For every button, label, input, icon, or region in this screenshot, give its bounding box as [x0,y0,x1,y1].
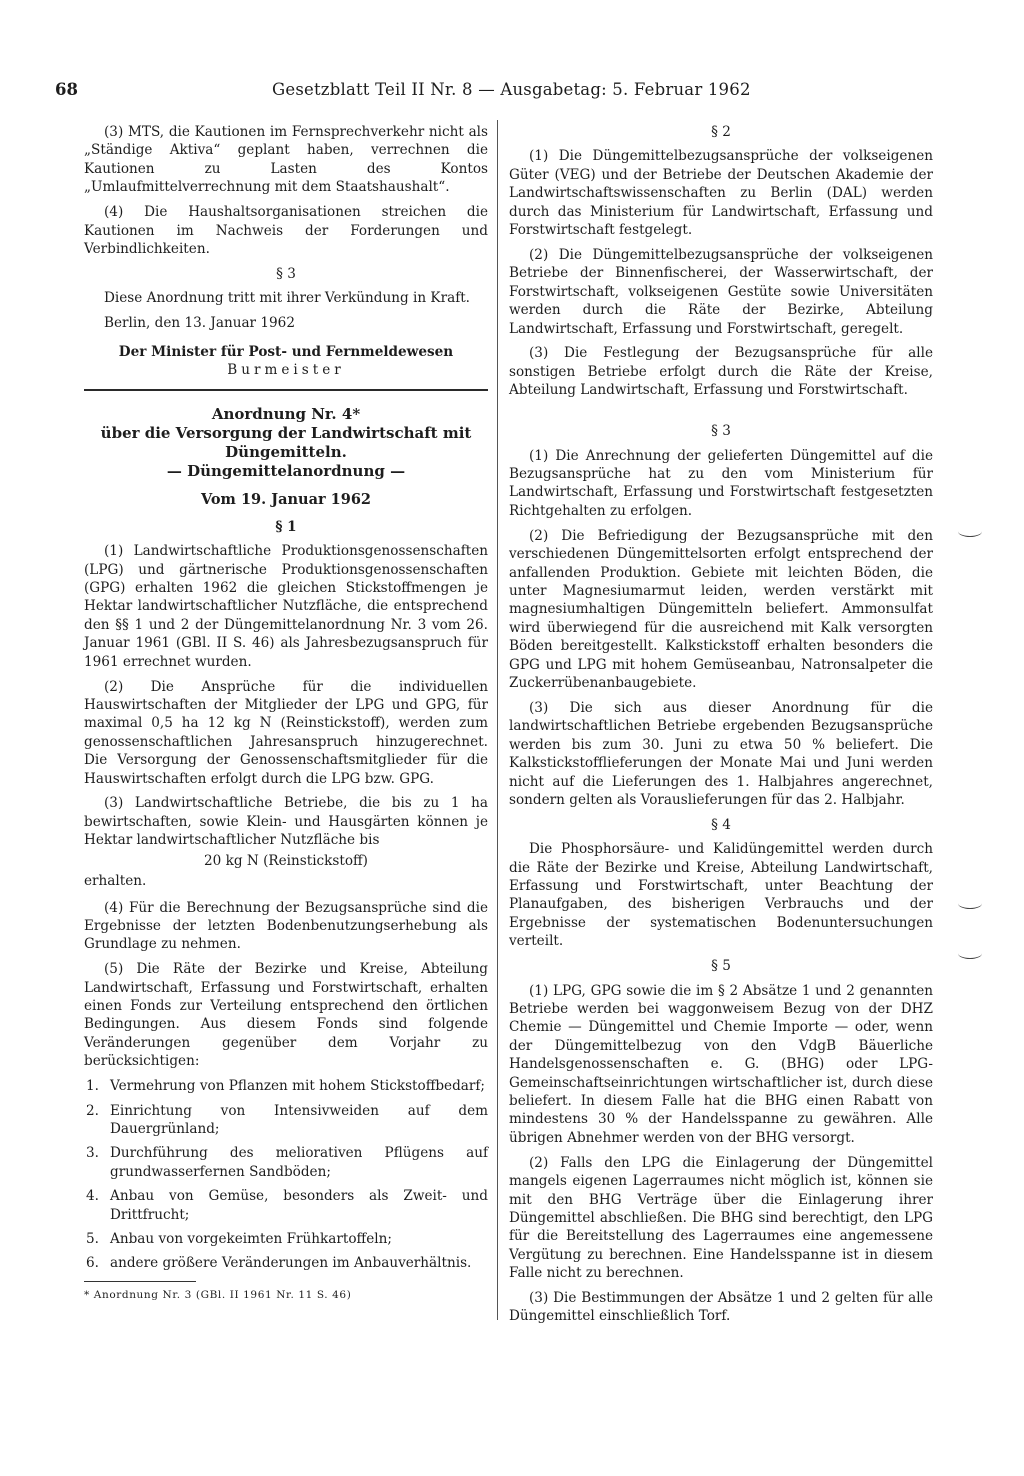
paragraph: (3) Die Bestimmungen der Absätze 1 und 2 gelten für alle Düngemittel einschließlich Torf. [509,1290,933,1325]
left-column [84,123,488,1304]
list-text: Anbau von vorgekeimten Frühkartoffeln; [110,1231,392,1247]
margin-mark [958,526,982,537]
column-divider [497,120,498,1320]
paragraph: erhalten. [84,873,147,890]
list-number: 5. [86,1231,99,1247]
list-item [84,1144,488,1181]
paragraph: (4) Für die Berechnung der Bezugsansprüche sind die Ergebnisse der letzten Bodenbenutzungserhebung als Grundlage zu nehmen. [84,899,488,953]
list-text: Vermehrung von Pflanzen mit hohem Stickstoffbedarf; [110,1078,486,1095]
running-title: Gesetzblatt Teil II Nr. 8 — Ausgabetag: 5. Februar 1962 [272,80,751,99]
numbered-list [84,1077,488,1273]
list-number: 6. [86,1255,99,1272]
paragraph: (3) Die sich aus dieser Anordnung für die landwirtschaftlichen Betriebe ergebenden Bezugsansprüche werden bis zum 30. Juni zu etwa 50 % beliefert. Die Kalkstickstofflieferungen der Monate Mai und Juni werden nicht auf die Lieferungen des 1. Halbjahres angerechnet, sondern gelten als Vorauslieferungen für das 2. Halbjahr. [509,699,933,808]
right-column [509,123,933,1332]
title-line: — Düngemittelanordnung — [166,462,406,481]
title-line: über die Versorgung der Landwirtschaft mit [100,424,472,443]
section-heading: § 1 [275,518,297,535]
paragraph: (1) Landwirtschaftliche Produktionsgenossenschaften (LPG) und gärtnerische Produktionsgenossenschaften (GPG) erhalten 1962 die gleichen Stickstoffmengen je Hektar landwirtschaftlicher Nutzfläche, die entsprechend den §§ 1 und 2 der Düngemittelanordnung Nr. 3 vom 26. Januar 1961 (GBl. II S. 46) als Jahresbezugsanspruch für 1961 errechnet wurden. [84,543,488,670]
section-heading: § 2 [711,124,731,140]
list-item [84,1254,488,1272]
margin-mark [958,898,982,909]
paragraph: (2) Die Befriedigung der Bezugsansprüche mit den verschiedenen Düngemittelsorten erfolgt entsprechend der anfallenden Produktion. Gebiete mit leichten Böden, die unter Magnesiumarmut leiden, werden verstärkt mit magnesiumhaltigen Düngemitteln beliefert. Ammonsulfat wird überwiegend für die ausreichend mit Kalk versorgten Böden bereitgestellt. Kalkstickstoff erhalten besonders die GPG und LPG mit hohem Gemüseanbau, Natronsalpeter die Zuckerrübenanbaugebiete. [509,527,933,691]
margin-mark [958,948,982,959]
paragraph: Diese Anordnung tritt mit ihrer Verkündung in Kraft. [104,290,471,307]
paragraph: (2) Die Ansprüche für die individuellen Hauswirtschaften der Mitglieder der LPG und GPG, für maximal 0,5 ha 12 kg N (Reinstickstoff), werden zum genossenschaftlichen Jahresanspruch hinzugerechnet. Die Versorgung der Genossenschaftsmitglieder für die Hauswirtschaften erfolgt durch die LPG bzw. GPG. [84,678,488,787]
list-text: andere größere Veränderungen im Anbauverhältnis. [110,1255,472,1272]
formula-line: 20 kg N (Reinstickstoff) [203,852,368,869]
ordinance-date: Vom 19. Januar 1962 [200,491,372,509]
place-date: Berlin, den 13. Januar 1962 [104,315,295,332]
footnote: * Anordnung Nr. 3 (GBl. II 1961 Nr. 11 S. 46) [84,1288,352,1301]
footnote-rule [84,1281,196,1282]
paragraph: Die Phosphorsäure- und Kalidüngemittel werden durch die Räte der Bezirke und Kreise, Abteilung Landwirtschaft, Erfassung und Forstwirtschaft, unter Beachtung der Planaufgaben, des bisherigen Verbrauchs und der Ergebnisse der systematischen Bodenuntersuchungen verteilt. [509,841,933,950]
section-heading: § 5 [711,958,731,975]
paragraph: (3) MTS, die Kautionen im Fernsprechverkehr nicht als „Ständige Aktiva“ geplant haben, verrechnen die Kautionen zu Lasten des Kontos „Umlaufmittelverrechnung mit dem Staatshaushalt“. [84,124,488,196]
paragraph: (1) LPG, GPG sowie die im § 2 Absätze 1 und 2 genannten Betriebe werden bei waggonweisem Bezug von der DHZ Chemie — Düngemittel und Chemie Importe — oder, wenn der Düngemittelbezug von den VdgB Bäuerliche Handelsgenossenschaften e. G. (BHG) oder LPG-Gemeinschaftseinrichtungen wirtschaftlicher ist, durch diese beliefert. In diesem Falle hat die BHG einen Rabatt von mindestens 30 % der Handelsspanne zu gewähren. Alle übrigen Abnehmer werden von der BHG versorgt. [509,982,933,1146]
list-text: Einrichtung von Intensivweiden auf dem Dauergrünland; [110,1102,488,1137]
page-number: 68 [55,80,78,99]
list-number: 3. [86,1145,99,1162]
paragraph: (2) Falls den LPG die Einlagerung der Düngemittel mangels eigenen Lagerraumes nicht möglich ist, können sie mit den BHG Verträge über die Einlagerung ihrer Düngemittel abschließen. Die BHG sind berechtigt, den LPG für die Bereitstellung des Lagerraumes eine angemessene Vergütung zu berechnen. Eine Handelsspanne ist in diesem Falle nicht zu berechnen. [509,1154,933,1282]
paragraph: (1) Die Düngemittelbezugsansprüche der volkseigenen Güter (VEG) und der Betriebe der Deutschen Akademie der Landwirtschaftswissenschaften zu Berlin (DAL) werden durch das Ministerium für Landwirtschaft, Erfassung und Forstwirtschaft festgelegt. [509,148,933,239]
section-heading: § 4 [711,816,731,833]
paragraph: (5) Die Räte der Bezirke und Kreise, Abteilung Landwirtschaft, Erfassung und Forstwirtschaft, erhalten einen Fonds zur Verteilung entsprechend den örtlichen Bedingungen. Aus diesem Fonds sind folgende Veränderungen gegenüber dem Vorjahr zu berücksichtigen: [84,961,488,1070]
title-line: Anordnung Nr. 4* [211,405,361,424]
paragraph: (2) Die Düngemittelbezugsansprüche der volkseigenen Betriebe der Binnenfischerei, der Wasserwirtschaft, der Forstwirtschaft, volkseigenen Gestüte sowie Universitäten werden durch die Räte der Bezirke, Abteilung Landwirtschaft, Erfassung und Forstwirtschaft, geregelt. [509,246,933,337]
signer-name: Burmeister [227,361,345,378]
list-number: 2. [86,1102,99,1119]
paragraph: (1) Die Anrechnung der gelieferten Düngemittel auf die Bezugsansprüche hat zu den vom Ministerium für Landwirtschaft, Erfassung und Forstwirtschaft festgesetzten Richtgehalten zu erfolgen. [509,447,933,519]
title-line: Düngemitteln. [225,443,347,462]
ordinance-title [84,405,488,481]
list-item [84,1102,488,1139]
signer-title: Der Minister für Post- und Fernmeldewesen [118,343,454,360]
list-number: 1. [86,1078,99,1095]
list-item [84,1077,488,1095]
list-item [84,1187,488,1224]
list-text: Anbau von Gemüse, besonders als Zweit- und Drittfrucht; [110,1188,488,1223]
paragraph: (3) Die Festlegung der Bezugsansprüche für alle sonstigen Betriebe erfolgt durch die Räte der Kreise, Abteilung Landwirtschaft, Erfassung und Forstwirtschaft. [509,345,933,399]
section-heading: § 3 [276,265,296,282]
paragraph: (4) Die Haushaltsorganisationen streichen die Kautionen im Nachweis der Forderungen und Verbindlichkeiten. [84,204,488,257]
section-rule [84,389,488,391]
list-text: Durchführung des meliorativen Pflügens auf grundwasserfernen Sandböden; [110,1145,488,1180]
list-number: 4. [86,1188,99,1205]
list-item [84,1230,488,1248]
paragraph: (3) Landwirtschaftliche Betriebe, die bis zu 1 ha bewirtschaften, sowie Klein- und Hausgärten können je Hektar landwirtschaftlicher Nutzfläche bis [84,795,488,849]
section-heading: § 3 [711,423,731,440]
page-header [55,80,985,108]
